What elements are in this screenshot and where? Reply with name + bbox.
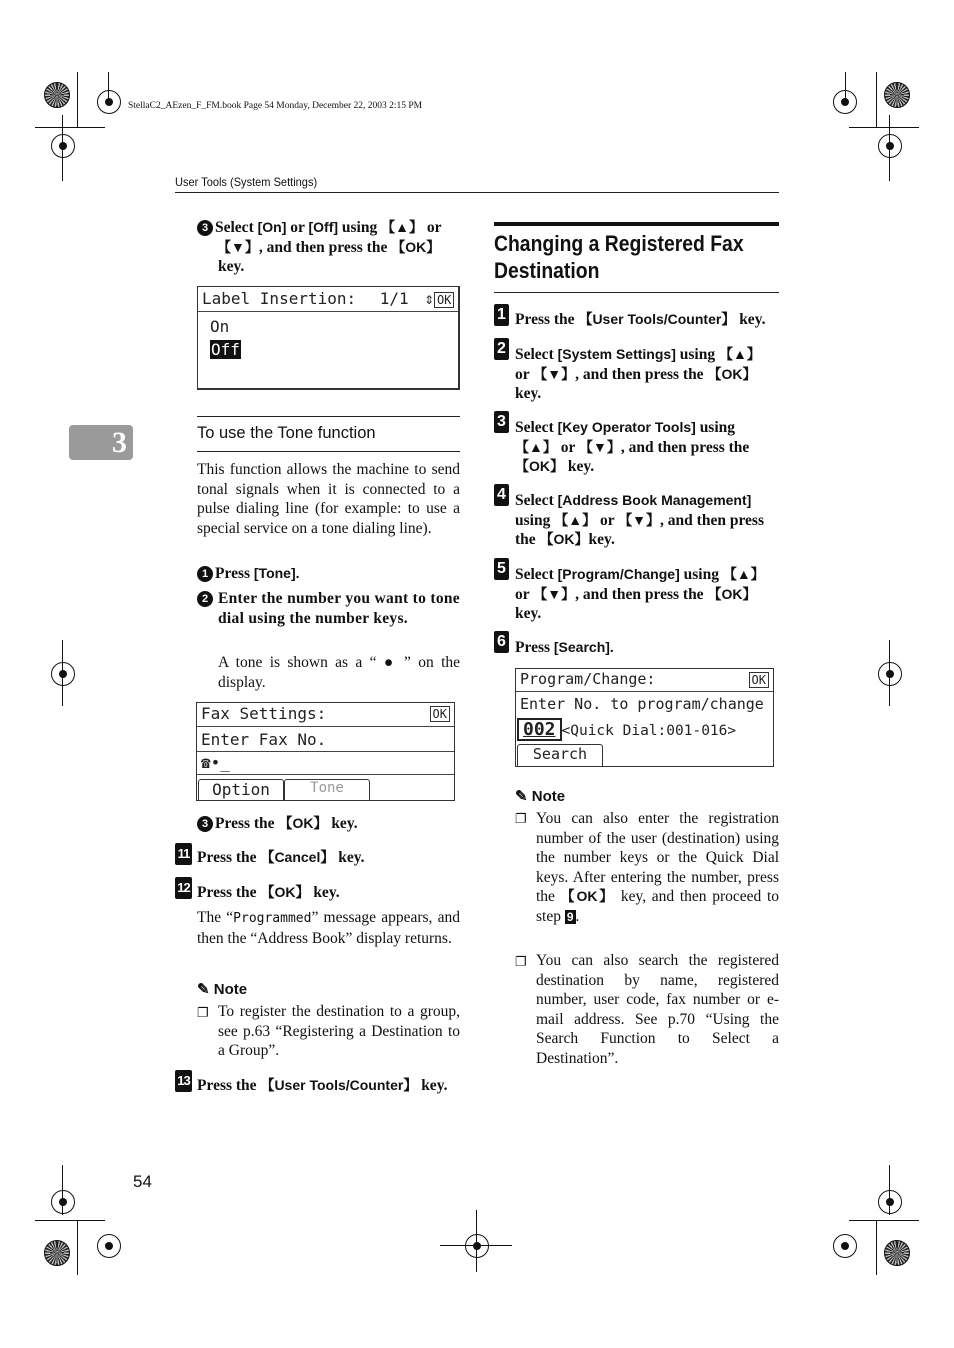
tone-step-3: 3 Press the 【OK】 key. [197,814,358,834]
step-number-icon: 1 [197,566,213,582]
step-number-icon: 4 [494,484,509,506]
step-12-paragraph: The “Programmed” message appears, and then the “Address Book” display returns. [197,909,460,947]
right-step-1: Press the 【User Tools/Counter】 key. [515,311,766,328]
registration-disc-icon [44,1240,70,1266]
crosshair-icon [878,134,902,158]
step-number-icon: 3 [197,816,213,832]
lcd-fax-settings [196,702,455,801]
lcd-line-phone: ☎•_ [201,753,230,772]
crosshair-icon [878,662,902,686]
registration-disc-icon [44,82,70,108]
running-header: User Tools (System Settings) [175,175,318,189]
lcd-program-change [515,668,774,767]
crosshair-icon [51,1190,75,1214]
header-rule [175,192,779,193]
note-item-1: You can also enter the registration number of the user (destination) using the number keys or the Quick Dial keys. After entering the number, press the 【OK】 key, and then proceed to step 9 . [536,810,780,925]
pencil-icon: ✎ [515,788,528,805]
crosshair-icon [878,1190,902,1214]
crosshair-icon [97,90,121,114]
quick-dial-number-field[interactable]: 002 [517,718,562,741]
crosshair-icon [465,1234,489,1258]
step-13: Press the 【User Tools/Counter】 key. [197,1077,448,1094]
down-arrow-key-icon: 【▼】 [217,238,259,255]
note-item-2: You can also search the registered destination by name, registered number, user code, fax number or e-mail address. See p.70 “Using the Search Function to Select a Destination”. [536,952,779,1067]
checkbox-icon: ❐ [515,954,527,969]
step-number-icon: 3 [197,220,213,236]
right-step-2: Select [System Settings] using 【▲】 or 【▼】, and then press the 【OK】 key. [515,346,761,402]
file-info: StellaC2_AEzen_F_FM.book Page 54 Monday, December 22, 2003 2:15 PM [128,101,423,111]
option-softkey[interactable]: Option [198,779,284,800]
registration-disc-icon [884,82,910,108]
ok-box: OK [430,706,450,722]
registration-disc-icon [884,1240,910,1266]
note-item: To register the destination to a group, see p.63 “Registering a Destination to a Group”. [218,1003,460,1060]
crosshair-icon [51,134,75,158]
section-title: Changing a Registered Fax Destination [494,231,744,283]
updown-icon: ⇕ [424,289,434,308]
step-number-icon: 1 [494,304,509,326]
lcd-title: Fax Settings: [201,704,327,723]
crosshair-icon [97,1234,121,1258]
step-number-icon: 2 [197,591,213,607]
step-number-icon: 6 [494,631,509,653]
step-number-icon: 12 [175,877,192,899]
step-11: Press the 【Cancel】 key. [197,849,365,866]
lcd-page: 1/1 [379,289,409,308]
checkbox-icon: ❐ [515,811,527,826]
ok-box: OK [434,292,454,308]
lcd-line-enter-no: Enter No. to program/change [520,695,764,713]
step-3-select-off: 3 Select [On] or [Off] using 【▲】 or 【▼】, and then press the 【OK】 key. [197,218,462,277]
lcd-line-enter-fax: Enter Fax No. [201,730,327,749]
lcd-label-insertion [197,286,460,390]
ok-box: OK [749,672,769,688]
page-number: 54 [133,1172,152,1191]
lcd-title: Program/Change: [520,670,656,688]
crosshair-icon [833,1234,857,1258]
lcd-option-on: On [210,317,230,336]
checkbox-icon: ❐ [197,1005,209,1020]
tone-softkey[interactable]: Tone [284,779,370,800]
note-heading: ✎ Note [197,981,248,998]
quick-dial-range: <Quick Dial:001-016> [561,723,737,739]
step-number-icon: 11 [175,843,192,865]
right-step-6: Press [Search]. [515,639,614,656]
right-step-4: Select [Address Book Management] using 【▲】 or 【▼】, and then press the 【OK】key. [515,492,764,548]
right-step-3: Select [Key Operator Tools] using 【▲】 or 【▼】, and then press the 【OK】 key. [515,419,750,475]
note-heading: ✎ Note [515,788,566,805]
chapter-tab: 3 [69,425,133,460]
tone-heading: To use the Tone function [197,424,376,442]
tone-step-1: 1 Press [Tone]. [197,564,300,584]
pencil-icon: ✎ [197,981,210,998]
lcd-title: Label Insertion: [202,289,357,308]
tone-paragraph: This function allows the machine to send tonal signals when it is connected to a pulse dialing line (for example: to use a special service on a tone dialing line). [197,461,460,537]
step-number-icon: 5 [494,558,509,580]
step-number-icon: 3 [494,411,509,433]
tone-step-2: 2 Enter the number you want to tone dial using the number keys. [197,589,460,628]
step-12: Press the 【OK】 key. [197,884,340,901]
step-number-icon: 2 [494,338,509,360]
right-step-5: Select [Program/Change] using 【▲】 or 【▼】, and then press the 【OK】 key. [515,566,765,622]
tone-step-2-note: A tone is shown as a “ ● ” on the display. [218,654,460,691]
search-softkey[interactable]: Search [517,744,603,766]
step-number-icon: 13 [175,1070,192,1092]
lcd-option-off-selected: Off [211,340,240,359]
crosshair-icon [51,662,75,686]
up-arrow-key-icon: 【▲】 [381,219,423,235]
